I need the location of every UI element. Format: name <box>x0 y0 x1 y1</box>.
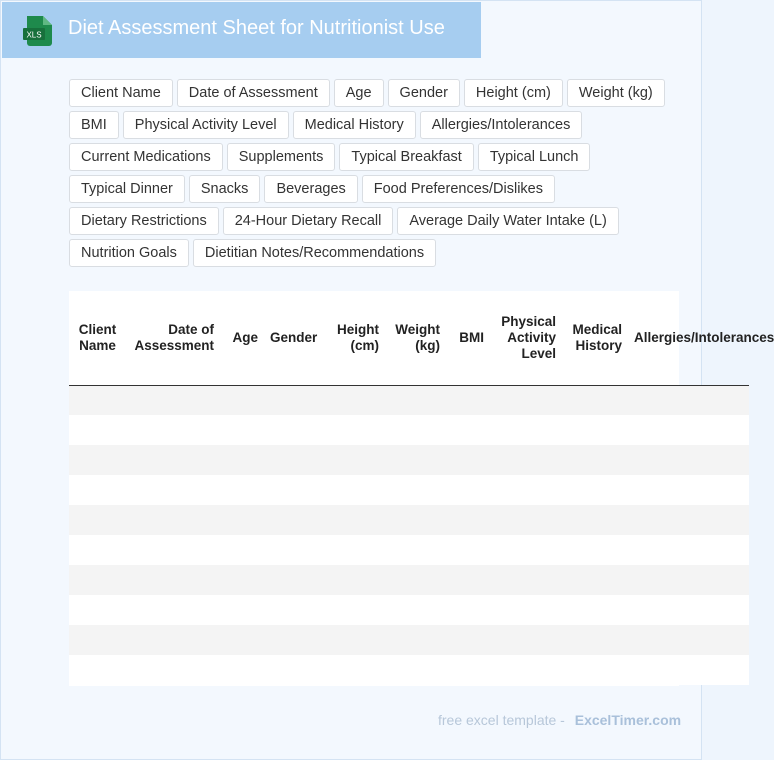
table-cell[interactable] <box>126 535 220 565</box>
field-chip[interactable]: Beverages <box>264 175 357 203</box>
field-chip[interactable]: BMI <box>69 111 119 139</box>
field-chip[interactable]: Height (cm) <box>464 79 563 107</box>
footer-credit <box>438 712 681 728</box>
table-cell[interactable] <box>628 415 749 445</box>
table-cell[interactable] <box>264 475 323 505</box>
table-cell[interactable] <box>562 535 628 565</box>
table-cell[interactable] <box>446 595 490 625</box>
field-chip[interactable]: Typical Breakfast <box>339 143 473 171</box>
column-header[interactable]: Date of Assessment <box>126 291 220 385</box>
table-cell[interactable] <box>126 655 220 685</box>
table-cell[interactable] <box>264 415 323 445</box>
table-row <box>69 445 749 475</box>
table-cell[interactable] <box>323 475 385 505</box>
table-cell[interactable] <box>562 565 628 595</box>
field-chip[interactable]: 24-Hour Dietary Recall <box>223 207 394 235</box>
table-cell[interactable] <box>562 625 628 655</box>
table-cell[interactable] <box>446 475 490 505</box>
table-cell[interactable] <box>385 415 446 445</box>
assessment-table <box>69 291 774 685</box>
table-cell[interactable] <box>385 505 446 535</box>
field-chip[interactable]: Typical Lunch <box>478 143 591 171</box>
table-cell[interactable] <box>69 655 126 685</box>
table-cell[interactable] <box>126 565 220 595</box>
table-cell[interactable] <box>69 595 126 625</box>
table-row <box>69 625 749 655</box>
table-cell[interactable] <box>126 445 220 475</box>
field-chip[interactable]: Date of Assessment <box>177 79 330 107</box>
table-cell[interactable] <box>126 415 220 445</box>
table-cell[interactable] <box>490 415 562 445</box>
table-cell[interactable] <box>628 505 749 535</box>
field-chip[interactable]: Medical History <box>293 111 416 139</box>
table-cell[interactable] <box>126 625 220 655</box>
table-row <box>69 565 749 595</box>
page-title: Diet Assessment Sheet for Nutritionist Use <box>68 17 445 39</box>
field-chip[interactable]: Weight (kg) <box>567 79 665 107</box>
table-row <box>69 415 749 445</box>
table-cell[interactable] <box>562 415 628 445</box>
table-cell[interactable] <box>490 385 562 415</box>
table-cell[interactable] <box>69 415 126 445</box>
column-header[interactable]: Client Name <box>69 291 126 385</box>
table-cell[interactable] <box>628 385 749 415</box>
table-cell[interactable] <box>220 415 264 445</box>
table-cell[interactable] <box>69 475 126 505</box>
table-cell[interactable] <box>446 565 490 595</box>
table-cell[interactable] <box>385 625 446 655</box>
table-row <box>69 475 749 505</box>
table-cell[interactable] <box>323 415 385 445</box>
assessment-table-viewport[interactable] <box>69 291 774 686</box>
field-chip[interactable]: Client Name <box>69 79 173 107</box>
field-chip[interactable]: Dietary Restrictions <box>69 207 219 235</box>
table-cell[interactable] <box>323 445 385 475</box>
table-cell[interactable] <box>323 385 385 415</box>
field-chip[interactable]: Gender <box>388 79 460 107</box>
field-chip[interactable]: Physical Activity Level <box>123 111 289 139</box>
table-cell[interactable] <box>69 625 126 655</box>
table-row <box>69 535 749 565</box>
excel-file-icon <box>23 16 52 46</box>
table-cell[interactable] <box>220 565 264 595</box>
title-banner <box>2 2 481 58</box>
table-cell[interactable] <box>220 535 264 565</box>
column-header[interactable]: Age <box>220 291 264 385</box>
table-cell[interactable] <box>220 445 264 475</box>
field-chip[interactable]: Food Preferences/Dislikes <box>362 175 555 203</box>
field-chip[interactable]: Allergies/Intolerances <box>420 111 583 139</box>
table-cell[interactable] <box>323 535 385 565</box>
field-chip[interactable]: Dietitian Notes/Recommendations <box>193 239 436 267</box>
table-cell[interactable] <box>69 565 126 595</box>
table-cell[interactable] <box>562 595 628 625</box>
column-header[interactable]: Physical Activity Level <box>490 291 562 385</box>
table-cell[interactable] <box>446 655 490 685</box>
table-cell[interactable] <box>264 565 323 595</box>
column-header[interactable]: Gender <box>264 291 323 385</box>
table-cell[interactable] <box>323 595 385 625</box>
icon-label: XLS <box>26 30 42 40</box>
table-cell[interactable] <box>490 655 562 685</box>
table-cell[interactable] <box>220 385 264 415</box>
footer-brand-link[interactable]: ExcelTimer.com <box>574 712 682 728</box>
table-cell[interactable] <box>126 385 220 415</box>
column-header[interactable]: BMI <box>446 291 490 385</box>
table-body <box>69 385 749 685</box>
table-cell[interactable] <box>628 445 749 475</box>
table-cell[interactable] <box>446 415 490 445</box>
table-cell[interactable] <box>562 475 628 505</box>
table-cell[interactable] <box>490 445 562 475</box>
table-cell[interactable] <box>628 535 749 565</box>
table-cell[interactable] <box>220 505 264 535</box>
table-cell[interactable] <box>264 655 323 685</box>
table-cell[interactable] <box>69 505 126 535</box>
field-chip[interactable]: Snacks <box>189 175 261 203</box>
table-cell[interactable] <box>562 385 628 415</box>
table-cell[interactable] <box>490 565 562 595</box>
field-chip[interactable]: Current Medications <box>69 143 223 171</box>
field-chip-list <box>69 79 669 267</box>
table-cell[interactable] <box>323 505 385 535</box>
table-cell[interactable] <box>446 535 490 565</box>
table-cell[interactable] <box>628 625 749 655</box>
field-chip[interactable]: Average Daily Water Intake (L) <box>397 207 618 235</box>
table-cell[interactable] <box>69 385 126 415</box>
table-cell[interactable] <box>264 535 323 565</box>
table-cell[interactable] <box>69 445 126 475</box>
table-cell[interactable] <box>490 505 562 535</box>
table-cell[interactable] <box>220 625 264 655</box>
table-cell[interactable] <box>264 625 323 655</box>
table-cell[interactable] <box>490 595 562 625</box>
column-header[interactable]: Medical History <box>562 291 628 385</box>
table-cell[interactable] <box>220 655 264 685</box>
table-cell[interactable] <box>628 565 749 595</box>
table-cell[interactable] <box>628 655 749 685</box>
table-cell[interactable] <box>446 445 490 475</box>
table-row <box>69 385 749 415</box>
table-cell[interactable] <box>264 445 323 475</box>
field-chip[interactable]: Typical Dinner <box>69 175 185 203</box>
table-cell[interactable] <box>69 535 126 565</box>
footer-prefix: free excel template - <box>438 712 565 728</box>
table-cell[interactable] <box>628 595 749 625</box>
table-cell[interactable] <box>385 445 446 475</box>
table-row <box>69 505 749 535</box>
table-cell[interactable] <box>126 595 220 625</box>
table-cell[interactable] <box>562 445 628 475</box>
table-cell[interactable] <box>385 535 446 565</box>
table-cell[interactable] <box>264 505 323 535</box>
table-cell[interactable] <box>264 595 323 625</box>
table-cell[interactable] <box>126 475 220 505</box>
table-cell[interactable] <box>562 655 628 685</box>
table-cell[interactable] <box>385 595 446 625</box>
table-row <box>69 595 749 625</box>
table-cell[interactable] <box>562 505 628 535</box>
table-cell[interactable] <box>385 655 446 685</box>
table-cell[interactable] <box>385 385 446 415</box>
table-header-row <box>69 291 749 385</box>
field-chip[interactable]: Age <box>334 79 384 107</box>
table-cell[interactable] <box>446 385 490 415</box>
column-header[interactable]: Allergies/Intolerances <box>628 291 749 385</box>
table-cell[interactable] <box>323 625 385 655</box>
table-cell[interactable] <box>220 475 264 505</box>
field-chip[interactable]: Nutrition Goals <box>69 239 189 267</box>
table-cell[interactable] <box>446 625 490 655</box>
column-header[interactable]: Height (cm) <box>323 291 385 385</box>
table-cell[interactable] <box>490 475 562 505</box>
table-cell[interactable] <box>446 505 490 535</box>
table-cell[interactable] <box>323 565 385 595</box>
table-cell[interactable] <box>385 475 446 505</box>
column-header[interactable]: Weight (kg) <box>385 291 446 385</box>
table-cell[interactable] <box>628 475 749 505</box>
table-cell[interactable] <box>385 565 446 595</box>
table-cell[interactable] <box>490 535 562 565</box>
table-cell[interactable] <box>126 505 220 535</box>
table-row <box>69 655 749 685</box>
table-cell[interactable] <box>220 595 264 625</box>
field-chip[interactable]: Supplements <box>227 143 336 171</box>
table-cell[interactable] <box>264 385 323 415</box>
table-cell[interactable] <box>490 625 562 655</box>
table-cell[interactable] <box>323 655 385 685</box>
